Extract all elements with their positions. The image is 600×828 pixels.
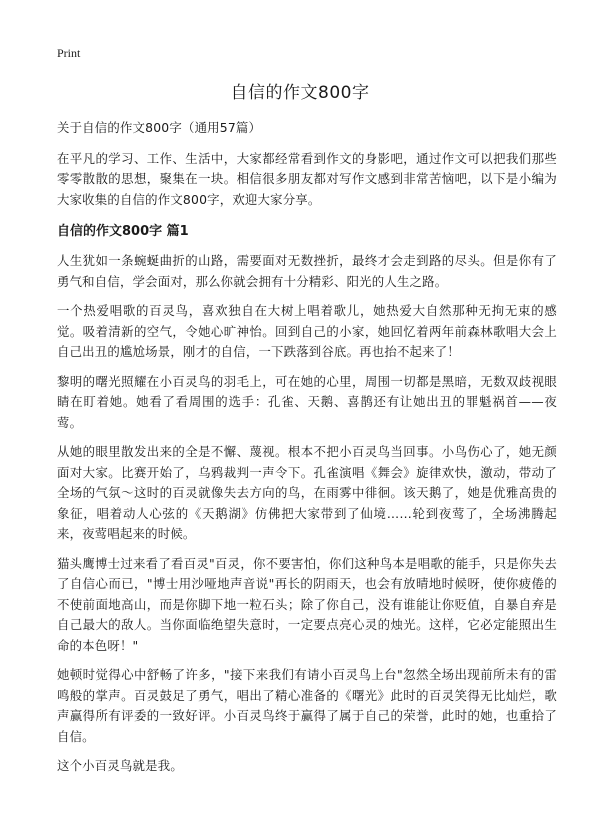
paragraph: 从她的眼里散发出来的全是不懈、蔑视。根本不把小百灵鸟当回事。小鸟伤心了，她无颜面对大家。比赛开始了，乌鸦裁判一声令下。孔雀演唱《舞会》旋律欢快，激动，带动了全场的气氛～这时的百灵就像失去方向的鸟，在雨雾中徘徊。该天鹅了，她是优雅高贵的象征，唱着动人心弦的《天鹅湖》仿佛把大家带到了仙境……轮到夜莺了，全场沸腾起来，夜莺唱起来的时候。 <box>57 444 557 541</box>
paragraph: 猫头鹰博士过来看了看百灵"百灵，你不要害怕，你们这种鸟本是唱歌的能手，只是你失去了自信心而已，"博士用沙哑地声音说"再长的阴雨天，也会有放晴地时候呀，使你疲倦的不使前面地高山，而是你脚下地一粒石头；除了你自己，没有谁能让你贬值，自暴自弃是自己最大的敌人。当你面临绝望失意时，一定要点亮心灵的烛光。这样，它必定能照出生命的本色呀！" <box>57 555 557 653</box>
paragraph: 她顿时觉得心中舒畅了许多，"接下来我们有请小百灵鸟上台"忽然全场出现前所未有的雷鸣般的掌声。百灵鼓足了勇气，唱出了精心准备的《曙光》此时的百灵笑得无比灿烂，歌声赢得所有评委的一致好评。小百灵鸟终于赢得了属于自己的荣誉，此时的她，也重拾了自信。 <box>57 667 557 744</box>
paragraph: 这个小百灵鸟就是我。 <box>57 758 183 773</box>
article-subtitle: 关于自信的作文800字（通用57篇） <box>57 120 262 135</box>
article-body <box>57 118 557 786</box>
section-heading: 自信的作文800字 篇1 <box>57 224 189 239</box>
print-link[interactable]: Print <box>57 46 81 60</box>
paragraph: 人生犹如一条蜿蜒曲折的山路，需要面对无数挫折，最终才会走到路的尽头。但是你有了勇气和自信，学会面对，那么你就会拥有十分精彩、阳光的人生之路。 <box>57 253 557 289</box>
paragraph: 黎明的曙光照耀在小百灵鸟的羽毛上，可在她的心里，周围一切都是黑暗，无数双歧视眼睛在盯着她。她看了看周围的选手：孔雀、天鹅、喜鹊还有让她出丑的罪魁祸首——夜莺。 <box>57 373 557 430</box>
page-title: 自信的作文800字 <box>230 83 370 103</box>
paragraph: 一个热爱唱歌的百灵鸟，喜欢独自在大树上唱着歌儿，她热爱大自然那种无拘无束的感觉。吸着清新的空气，令她心旷神怡。回到自己的小家，她回忆着两年前森林歌唱大会上自己出丑的尴尬场景，刚才的自信，一下跌落到谷底。再也抬不起来了！ <box>57 303 557 359</box>
article-intro: 在平凡的学习、工作、生活中，大家都经常看到作文的身影吧，通过作文可以把我们那些零零散散的思想，聚集在一块。相信很多朋友都对写作文感到非常苦恼吧，以下是小编为大家收集的自信的作文800字，欢迎大家分享。 <box>57 150 557 207</box>
